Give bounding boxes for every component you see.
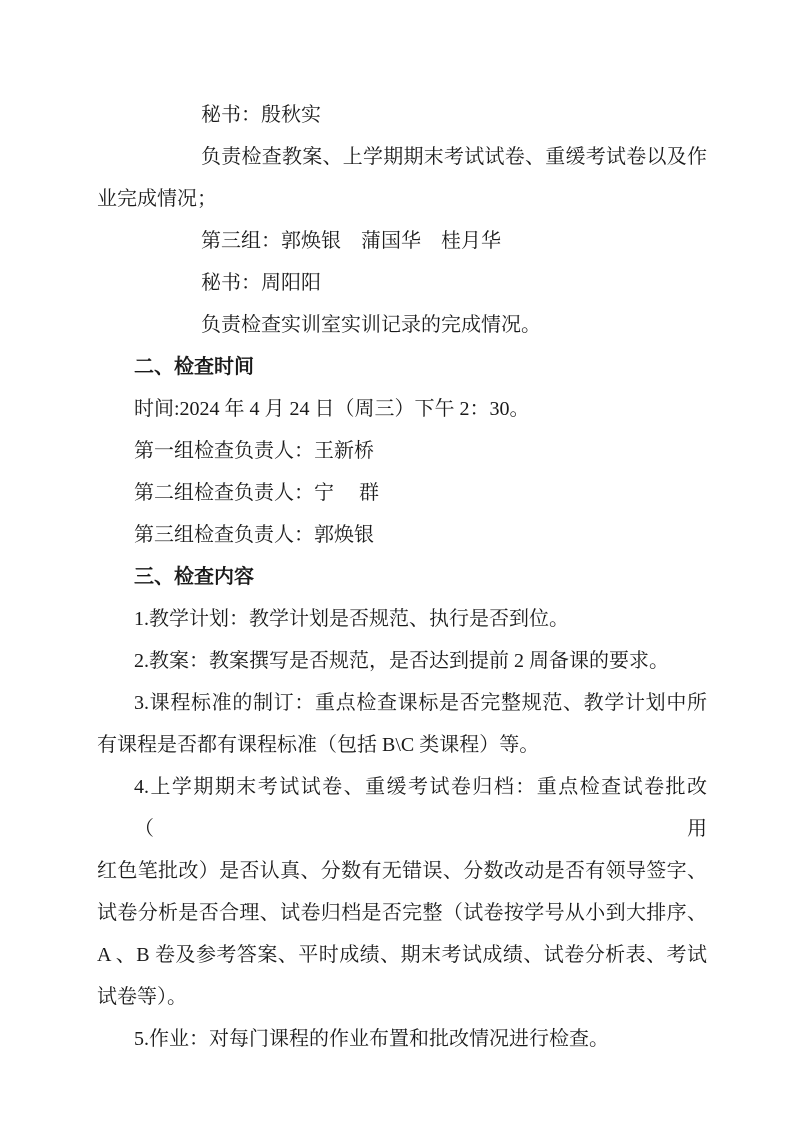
doc-line: 负责检查实训室实训记录的完成情况。 [201, 314, 541, 336]
doc-line: 秘书：周阳阳 [201, 272, 321, 294]
doc-line: 秘书：殷秋实 [201, 104, 321, 126]
doc-line: 有课程是否都有课程标准（包括 B\C 类课程）等。 [97, 734, 540, 756]
doc-line: 第三组检查负责人：郭焕银 [134, 524, 374, 546]
doc-line: 5.作业：对每门课程的作业布置和批改情况进行检查。 [134, 1028, 609, 1050]
doc-line: A 、B 卷及参考答案、平时成绩、期末考试成绩、试卷分析表、考试 [97, 944, 707, 966]
doc-line: 2.教案：教案撰写是否规范，是否达到提前 2 周备课的要求。 [134, 650, 669, 672]
doc-line: 业完成情况； [97, 188, 217, 210]
section-heading: 二、检查时间 [134, 356, 254, 378]
doc-line: 第三组：郭焕银 蒲国华 桂月华 [201, 230, 501, 252]
doc-line: 第二组检查负责人：宁 群 [134, 482, 379, 504]
doc-line: 红色笔批改）是否认真、分数有无错误、分数改动是否有领导签字、 [97, 860, 707, 882]
doc-line: 负责检查教案、上学期期末考试试卷、重缓考试卷以及作 [201, 146, 707, 168]
document-page [97, 94, 707, 1060]
doc-line: 1.教学计划：教学计划是否规范、执行是否到位。 [134, 608, 569, 630]
doc-line: 4.上学期期末考试试卷、重缓考试卷归档：重点检查试卷批改（用 [134, 776, 707, 840]
doc-line: 3.课程标准的制订：重点检查课标是否完整规范、教学计划中所 [134, 692, 707, 714]
doc-line: 试卷分析是否合理、试卷归档是否完整（试卷按学号从小到大排序、 [97, 902, 707, 924]
doc-line: 时间:2024 年 4 月 24 日（周三）下午 2：30。 [134, 398, 530, 420]
doc-line: 试卷等）。 [97, 986, 187, 1008]
doc-line: 第一组检查负责人：王新桥 [134, 440, 374, 462]
section-heading: 三、检查内容 [134, 566, 254, 588]
